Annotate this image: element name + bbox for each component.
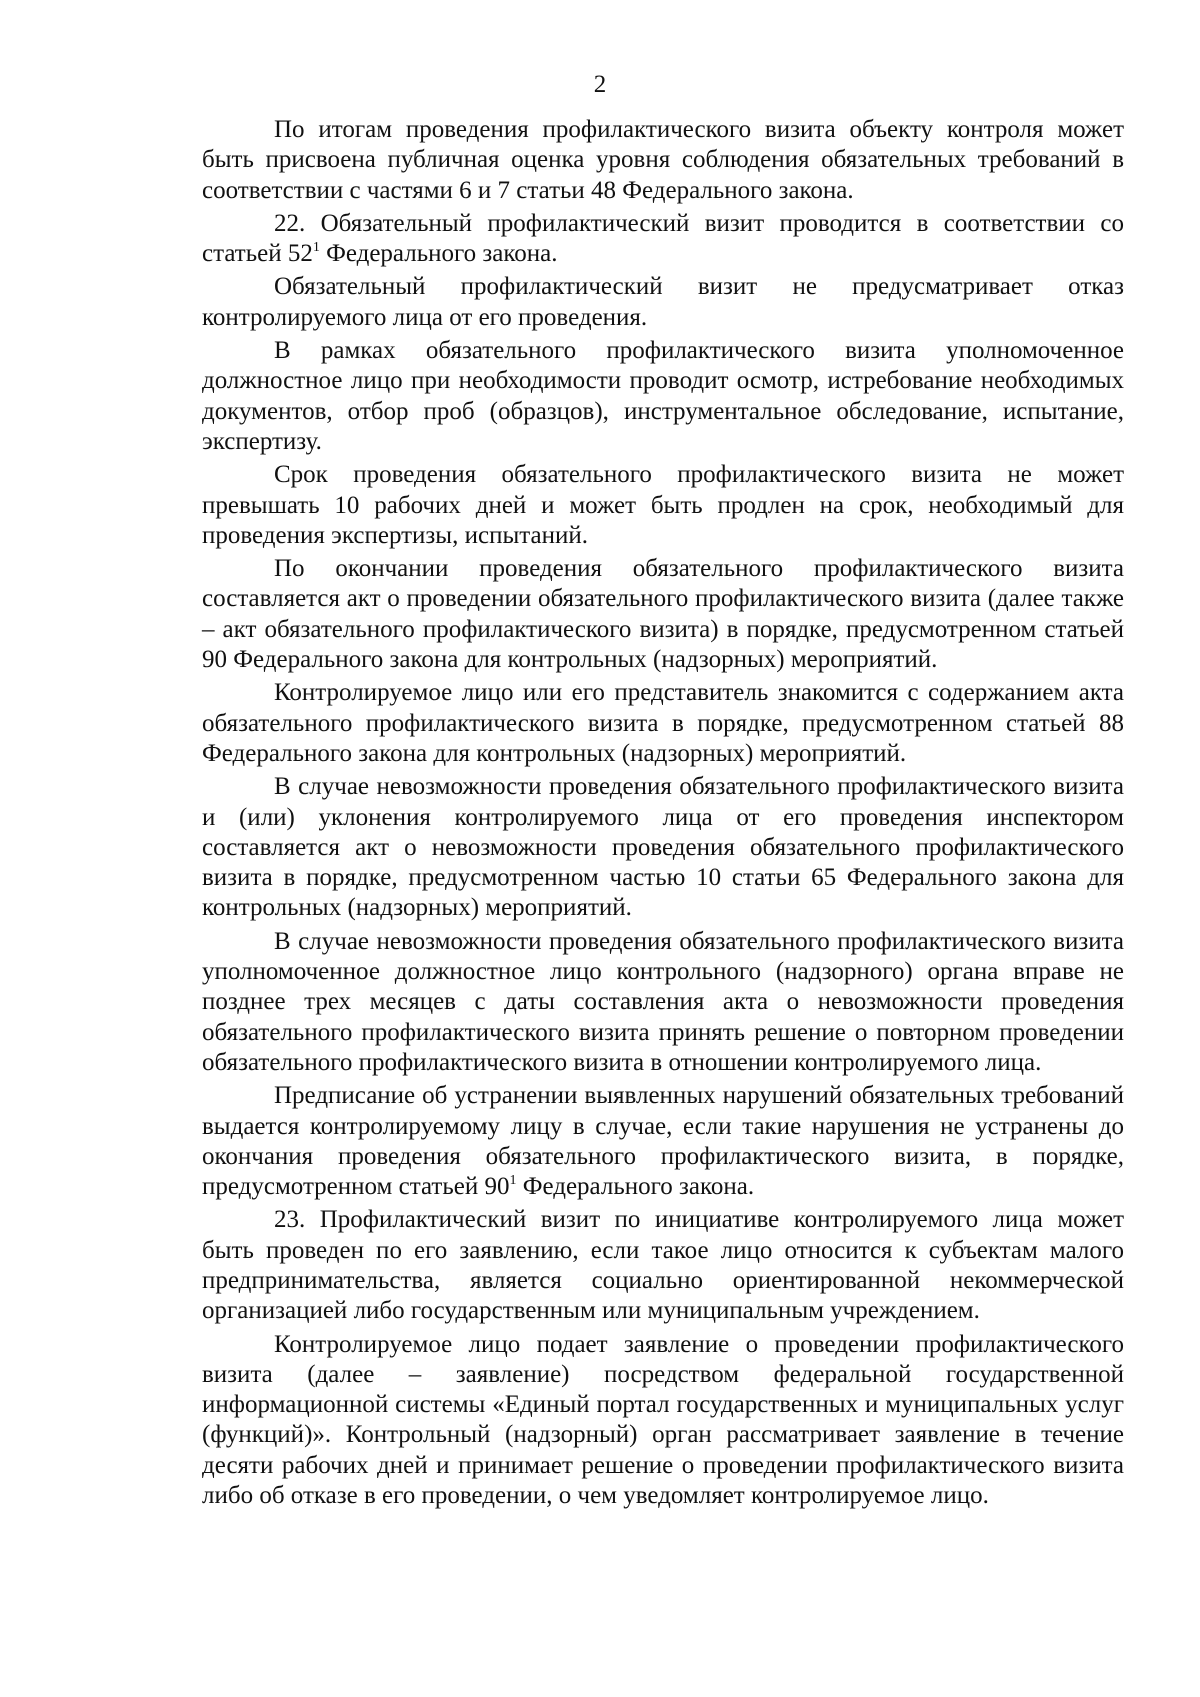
paragraph-visit-duration: Срок проведения обязательного профилактического визита не может превышать 10 рабочих дней и может быть продлен на срок, необходимый для проведения экспертизы, испытаний.: [202, 461, 1124, 549]
page-number: 2: [593, 71, 607, 98]
paragraph-text-part: Предписание об устранении выявленных нарушений обязательных требований выдается контролируемому лицу в случае, если такие нарушения не устранены до окончания проведения обязательного профилактического визита, в порядке, предусмотренном статьей 90: [202, 1082, 1124, 1201]
paragraph-application: Контролируемое лицо подает заявление о проведении профилактического визита (далее – заявление) посредством федеральной государственной информационной системы «Единый портал государственных и муниципальных услуг (функций)». Контрольный (надзорный) орган рассматривает заявление в течение десяти рабочих дней и принимает решение о проведении профилактического визита либо об отказе в его проведении, о чем уведомляет контролируемое лицо.: [202, 1330, 1124, 1510]
paragraph-visit-act: По окончании проведения обязательного профилактического визита составляется акт о проведении обязательного профилактического визита (далее также – акт обязательного профилактического визита) в порядке, предусмотренном статьей 90 Федерального закона для контрольных (надзорных) мероприятий.: [202, 555, 1124, 674]
paragraph-visit-outcome: По итогам проведения профилактического визита объекту контроля может быть присвоена публичная оценка уровня соблюдения обязательных требований в соответствии с частями 6 и 7 статьи 48 Федерального закона.: [202, 116, 1124, 204]
paragraph-visit-scope: В рамках обязательного профилактического визита уполномоченное должностное лицо при необходимости проводит осмотр, истребование необходимых документов, отбор проб (образцов), инструментальное обследование, испытание, экспертизу.: [202, 337, 1124, 455]
paragraph-text-part: 22. Обязательный профилактический визит проводится в соответствии со статьей 52: [202, 209, 1124, 268]
paragraph-act-familiarization: Контролируемое лицо или его представитель знакомится с содержанием акта обязательного профилактического визита в порядке, предусмотренном статьей 88 Федерального закона для контрольных (надзорных) мероприятий.: [202, 679, 1124, 767]
paragraph-repeat-visit: В случае невозможности проведения обязательного профилактического визита уполномоченное должностное лицо контрольного (надзорного) органа вправе не позднее трех месяцев с даты составления акта о невозможности проведения обязательного профилактического визита принять решение о повторном проведении обязательного профилактического визита в отношении контролируемого лица.: [202, 927, 1124, 1076]
paragraph-text-part: Федерального закона.: [319, 240, 558, 268]
paragraph-impossibility-act: В случае невозможности проведения обязательного профилактического визита и (или) уклонения контролируемого лица от его проведения инспектором составляется акт о невозможности проведения обязательного профилактического визита в порядке, предусмотренном частью 10 статьи 65 Федерального закона для контрольных (надзорных) мероприятий.: [202, 773, 1124, 922]
document-body: [202, 115, 1124, 1514]
paragraph-no-refusal: Обязательный профилактический визит не предусматривает отказ контролируемого лица от его проведения.: [202, 273, 1124, 331]
superscript: 1: [509, 1173, 517, 1189]
paragraph-22-mandatory-visit: [202, 209, 1124, 270]
paragraph-prescription: [202, 1081, 1124, 1202]
paragraph-text-part: Федерального закона.: [516, 1173, 755, 1201]
paragraph-23-initiative-visit: 23. Профилактический визит по инициативе контролируемого лица может быть проведен по его заявлению, если такое лицо относится к субъектам малого предпринимательства, является социально ориентированной некоммерческой организацией либо государственным или муниципальным учреждением.: [202, 1206, 1124, 1325]
superscript: 1: [312, 240, 320, 256]
